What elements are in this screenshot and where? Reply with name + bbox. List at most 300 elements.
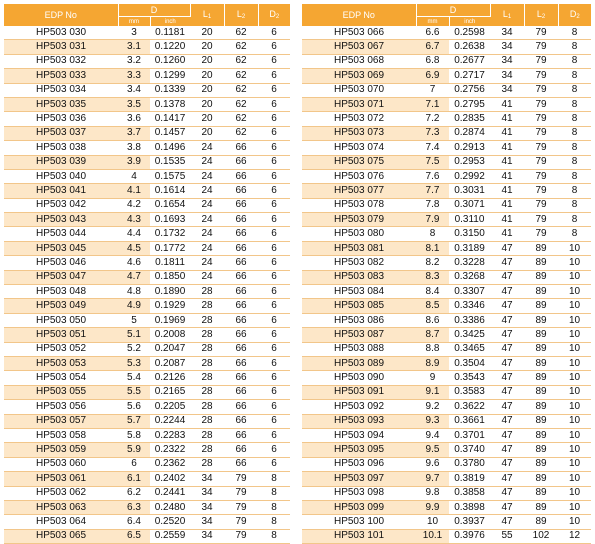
d2-cell: 8 <box>258 515 290 529</box>
l2-cell: 66 <box>224 213 258 227</box>
d-mm-cell: 3.5 <box>118 97 150 111</box>
edp-cell: HP503 070 <box>302 83 416 97</box>
l1-cell: 34 <box>190 500 224 514</box>
table-row <box>4 112 290 126</box>
edp-cell: HP503 043 <box>4 213 118 227</box>
d2-cell: 10 <box>558 486 591 500</box>
l1-cell: 34 <box>190 529 224 543</box>
d2-cell: 8 <box>558 184 591 198</box>
d2-cell: 8 <box>558 141 591 155</box>
col-header-inch: inch <box>150 17 190 27</box>
col-header-edp: EDP No <box>302 4 416 26</box>
table-row <box>4 213 290 227</box>
l1-cell: 24 <box>190 256 224 270</box>
l2-cell: 79 <box>524 54 558 68</box>
d-mm-cell: 7.7 <box>416 184 449 198</box>
edp-cell: HP503 094 <box>302 428 416 442</box>
d2-cell: 6 <box>258 241 290 255</box>
d2-cell: 8 <box>558 54 591 68</box>
d-inch-cell: 0.3268 <box>449 270 490 284</box>
edp-cell: HP503 085 <box>302 299 416 313</box>
edp-cell: HP503 055 <box>4 385 118 399</box>
d-inch-cell: 0.2520 <box>150 515 190 529</box>
table-row <box>4 40 290 54</box>
d2-cell: 6 <box>258 97 290 111</box>
d-mm-cell: 4.7 <box>118 270 150 284</box>
d-inch-cell: 0.2047 <box>150 342 190 356</box>
l1-cell: 28 <box>190 400 224 414</box>
table-row <box>302 328 591 342</box>
table-row <box>302 270 591 284</box>
d-inch-cell: 0.2205 <box>150 400 190 414</box>
d2-cell: 8 <box>558 169 591 183</box>
d-mm-cell: 3.9 <box>118 155 150 169</box>
d-mm-cell: 7.5 <box>416 155 449 169</box>
d2-cell: 6 <box>258 112 290 126</box>
edp-cell: HP503 045 <box>4 241 118 255</box>
table-row <box>302 285 591 299</box>
l1-cell: 28 <box>190 313 224 327</box>
d2-cell: 6 <box>258 69 290 83</box>
table-row <box>4 400 290 414</box>
table-row <box>302 227 591 241</box>
d-mm-cell: 9.7 <box>416 472 449 486</box>
col-header-mm: mm <box>118 17 150 27</box>
d-mm-cell: 5.9 <box>118 443 150 457</box>
d-inch-cell: 0.1890 <box>150 285 190 299</box>
d-mm-cell: 9.1 <box>416 385 449 399</box>
d-inch-cell: 0.1929 <box>150 299 190 313</box>
l1-cell: 41 <box>490 141 524 155</box>
l1-cell: 47 <box>490 313 524 327</box>
l1-cell: 41 <box>490 126 524 140</box>
d2-cell: 10 <box>558 515 591 529</box>
d2-cell: 10 <box>558 313 591 327</box>
d-inch-cell: 0.1772 <box>150 241 190 255</box>
l2-cell: 79 <box>224 529 258 543</box>
d-mm-cell: 7.2 <box>416 112 449 126</box>
d2-cell: 10 <box>558 385 591 399</box>
edp-cell: HP503 053 <box>4 356 118 370</box>
l1-cell: 28 <box>190 385 224 399</box>
l2-cell: 66 <box>224 414 258 428</box>
d2-cell: 8 <box>558 126 591 140</box>
l1-cell: 34 <box>490 26 524 40</box>
table-row <box>4 256 290 270</box>
d-mm-cell: 9.3 <box>416 414 449 428</box>
l1-cell: 34 <box>190 472 224 486</box>
col-header-inch: inch <box>449 17 490 27</box>
table-row <box>302 97 591 111</box>
table-row <box>4 198 290 212</box>
d-mm-cell: 6.4 <box>118 515 150 529</box>
d-mm-cell: 5 <box>118 313 150 327</box>
d-inch-cell: 0.3465 <box>449 342 490 356</box>
product-table-right <box>302 4 591 544</box>
d-inch-cell: 0.3425 <box>449 328 490 342</box>
d-inch-cell: 0.2638 <box>449 40 490 54</box>
l1-cell: 41 <box>490 112 524 126</box>
l2-cell: 89 <box>524 515 558 529</box>
col-header-l2: $L_2$ <box>524 4 558 26</box>
d2-cell: 6 <box>258 126 290 140</box>
l1-cell: 34 <box>190 515 224 529</box>
edp-cell: HP503 052 <box>4 342 118 356</box>
table-row <box>4 515 290 529</box>
l1-cell: 20 <box>190 40 224 54</box>
d2-cell: 8 <box>558 213 591 227</box>
edp-cell: HP503 049 <box>4 299 118 313</box>
edp-cell: HP503 100 <box>302 515 416 529</box>
l2-cell: 66 <box>224 385 258 399</box>
d2-cell: 10 <box>558 472 591 486</box>
d-inch-cell: 0.1811 <box>150 256 190 270</box>
edp-cell: HP503 084 <box>302 285 416 299</box>
l2-cell: 62 <box>224 69 258 83</box>
d-inch-cell: 0.2165 <box>150 385 190 399</box>
d-inch-cell: 0.2717 <box>449 69 490 83</box>
edp-cell: HP503 044 <box>4 227 118 241</box>
l2-cell: 79 <box>524 184 558 198</box>
d-mm-cell: 3 <box>118 26 150 40</box>
d2-cell: 10 <box>558 299 591 313</box>
d-inch-cell: 0.3504 <box>449 356 490 370</box>
d-mm-cell: 7.8 <box>416 198 449 212</box>
table-row <box>302 313 591 327</box>
l1-cell: 34 <box>190 486 224 500</box>
col-header-l1: $L_1$ <box>190 4 224 26</box>
l2-cell: 89 <box>524 400 558 414</box>
l2-cell: 89 <box>524 356 558 370</box>
l2-cell: 66 <box>224 270 258 284</box>
d2-cell: 10 <box>558 328 591 342</box>
col-header-mm: mm <box>416 17 449 27</box>
d-mm-cell: 7 <box>416 83 449 97</box>
edp-cell: HP503 037 <box>4 126 118 140</box>
table-row <box>4 69 290 83</box>
d-mm-cell: 10.1 <box>416 529 449 543</box>
l2-cell: 66 <box>224 428 258 442</box>
edp-cell: HP503 059 <box>4 443 118 457</box>
l1-cell: 28 <box>190 356 224 370</box>
d2-cell: 6 <box>258 443 290 457</box>
d-mm-cell: 8.7 <box>416 328 449 342</box>
edp-cell: HP503 074 <box>302 141 416 155</box>
d-inch-cell: 0.2913 <box>449 141 490 155</box>
d2-cell: 6 <box>258 285 290 299</box>
d2-cell: 6 <box>258 313 290 327</box>
d-inch-cell: 0.3622 <box>449 400 490 414</box>
l1-cell: 41 <box>490 184 524 198</box>
table-row <box>302 213 591 227</box>
d2-cell: 8 <box>558 26 591 40</box>
l1-cell: 20 <box>190 112 224 126</box>
d-inch-cell: 0.2598 <box>449 26 490 40</box>
table-row <box>302 169 591 183</box>
l2-cell: 79 <box>524 126 558 140</box>
l2-cell: 66 <box>224 227 258 241</box>
d-inch-cell: 0.1457 <box>150 126 190 140</box>
d2-cell: 6 <box>258 457 290 471</box>
l2-cell: 66 <box>224 184 258 198</box>
l2-cell: 89 <box>524 457 558 471</box>
d-mm-cell: 8.2 <box>416 256 449 270</box>
d-inch-cell: 0.3740 <box>449 443 490 457</box>
d-inch-cell: 0.3780 <box>449 457 490 471</box>
d-inch-cell: 0.2835 <box>449 112 490 126</box>
d2-cell: 10 <box>558 428 591 442</box>
d2-cell: 6 <box>258 428 290 442</box>
d-inch-cell: 0.3110 <box>449 213 490 227</box>
table-row <box>302 155 591 169</box>
l2-cell: 62 <box>224 40 258 54</box>
table-row <box>4 356 290 370</box>
d2-cell: 10 <box>558 270 591 284</box>
l2-cell: 66 <box>224 256 258 270</box>
edp-cell: HP503 071 <box>302 97 416 111</box>
edp-cell: HP503 073 <box>302 126 416 140</box>
table-row <box>302 69 591 83</box>
edp-cell: HP503 058 <box>4 428 118 442</box>
edp-cell: HP503 077 <box>302 184 416 198</box>
l1-cell: 28 <box>190 371 224 385</box>
l1-cell: 24 <box>190 241 224 255</box>
l1-cell: 34 <box>490 69 524 83</box>
table-row <box>302 26 591 40</box>
l1-cell: 24 <box>190 213 224 227</box>
edp-cell: HP503 051 <box>4 328 118 342</box>
edp-cell: HP503 046 <box>4 256 118 270</box>
d-inch-cell: 0.3583 <box>449 385 490 399</box>
d-inch-cell: 0.3661 <box>449 414 490 428</box>
edp-cell: HP503 030 <box>4 26 118 40</box>
d2-cell: 6 <box>258 385 290 399</box>
d2-cell: 8 <box>558 69 591 83</box>
l2-cell: 79 <box>524 97 558 111</box>
table-row <box>302 342 591 356</box>
l1-cell: 47 <box>490 385 524 399</box>
l2-cell: 89 <box>524 241 558 255</box>
l1-cell: 41 <box>490 213 524 227</box>
d-inch-cell: 0.2362 <box>150 457 190 471</box>
l1-cell: 47 <box>490 443 524 457</box>
edp-cell: HP503 097 <box>302 472 416 486</box>
edp-cell: HP503 034 <box>4 83 118 97</box>
table-row <box>302 256 591 270</box>
col-header-l2: $L_2$ <box>224 4 258 26</box>
l1-cell: 20 <box>190 97 224 111</box>
d-mm-cell: 6.5 <box>118 529 150 543</box>
l1-cell: 28 <box>190 457 224 471</box>
d-mm-cell: 5.4 <box>118 371 150 385</box>
table-row <box>4 169 290 183</box>
d-mm-cell: 6.1 <box>118 472 150 486</box>
d2-cell: 6 <box>258 169 290 183</box>
table-row <box>4 428 290 442</box>
d-mm-cell: 3.1 <box>118 40 150 54</box>
edp-cell: HP503 087 <box>302 328 416 342</box>
d2-cell: 10 <box>558 241 591 255</box>
table-row <box>4 385 290 399</box>
edp-cell: HP503 076 <box>302 169 416 183</box>
l1-cell: 47 <box>490 285 524 299</box>
d-mm-cell: 5.3 <box>118 356 150 370</box>
l1-cell: 28 <box>190 299 224 313</box>
d2-cell: 8 <box>258 486 290 500</box>
d2-cell: 8 <box>558 83 591 97</box>
l1-cell: 41 <box>490 198 524 212</box>
d2-cell: 8 <box>258 500 290 514</box>
d-mm-cell: 9.2 <box>416 400 449 414</box>
d-mm-cell: 8.5 <box>416 299 449 313</box>
d-mm-cell: 4.9 <box>118 299 150 313</box>
d2-cell: 6 <box>258 400 290 414</box>
d-mm-cell: 7.1 <box>416 97 449 111</box>
l2-cell: 79 <box>224 472 258 486</box>
d-mm-cell: 4.8 <box>118 285 150 299</box>
edp-cell: HP503 069 <box>302 69 416 83</box>
d-mm-cell: 4.6 <box>118 256 150 270</box>
d2-cell: 8 <box>258 472 290 486</box>
l2-cell: 79 <box>524 40 558 54</box>
d-inch-cell: 0.1378 <box>150 97 190 111</box>
l1-cell: 47 <box>490 328 524 342</box>
l1-cell: 47 <box>490 500 524 514</box>
d-mm-cell: 8.3 <box>416 270 449 284</box>
d-inch-cell: 0.1614 <box>150 184 190 198</box>
edp-cell: HP503 040 <box>4 169 118 183</box>
l1-cell: 24 <box>190 184 224 198</box>
d-inch-cell: 0.1220 <box>150 40 190 54</box>
l2-cell: 62 <box>224 97 258 111</box>
edp-cell: HP503 061 <box>4 472 118 486</box>
d-inch-cell: 0.2677 <box>449 54 490 68</box>
d-inch-cell: 0.3346 <box>449 299 490 313</box>
d-inch-cell: 0.1535 <box>150 155 190 169</box>
l1-cell: 47 <box>490 256 524 270</box>
d-mm-cell: 7.9 <box>416 213 449 227</box>
l2-cell: 66 <box>224 169 258 183</box>
d2-cell: 10 <box>558 500 591 514</box>
l2-cell: 89 <box>524 371 558 385</box>
l2-cell: 66 <box>224 328 258 342</box>
l2-cell: 89 <box>524 472 558 486</box>
edp-cell: HP503 047 <box>4 270 118 284</box>
d-mm-cell: 4.2 <box>118 198 150 212</box>
d-inch-cell: 0.2322 <box>150 443 190 457</box>
table-row <box>302 40 591 54</box>
table-row <box>302 126 591 140</box>
l1-cell: 24 <box>190 141 224 155</box>
l2-cell: 79 <box>224 486 258 500</box>
l2-cell: 89 <box>524 500 558 514</box>
edp-cell: HP503 065 <box>4 529 118 543</box>
table-row <box>302 443 591 457</box>
edp-cell: HP503 067 <box>302 40 416 54</box>
d-mm-cell: 9 <box>416 371 449 385</box>
l1-cell: 24 <box>190 155 224 169</box>
d2-cell: 6 <box>258 213 290 227</box>
d-mm-cell: 8.8 <box>416 342 449 356</box>
l2-cell: 66 <box>224 241 258 255</box>
edp-cell: HP503 056 <box>4 400 118 414</box>
d2-cell: 6 <box>258 141 290 155</box>
table-row <box>302 299 591 313</box>
l2-cell: 89 <box>524 313 558 327</box>
table-row <box>302 472 591 486</box>
l1-cell: 47 <box>490 356 524 370</box>
col-header-d: D <box>416 4 490 17</box>
d-inch-cell: 0.3898 <box>449 500 490 514</box>
edp-cell: HP503 039 <box>4 155 118 169</box>
table-row <box>4 328 290 342</box>
edp-cell: HP503 086 <box>302 313 416 327</box>
d-mm-cell: 9.5 <box>416 443 449 457</box>
d-mm-cell: 6.3 <box>118 500 150 514</box>
l2-cell: 66 <box>224 155 258 169</box>
edp-cell: HP503 093 <box>302 414 416 428</box>
d-inch-cell: 0.3976 <box>449 529 490 543</box>
col-header-d2: $D_2$ <box>558 4 591 26</box>
l2-cell: 62 <box>224 83 258 97</box>
l1-cell: 34 <box>490 83 524 97</box>
d-mm-cell: 8.1 <box>416 241 449 255</box>
edp-cell: HP503 060 <box>4 457 118 471</box>
l2-cell: 79 <box>524 155 558 169</box>
l2-cell: 66 <box>224 371 258 385</box>
col-header-l1: $L_1$ <box>490 4 524 26</box>
d-mm-cell: 7.4 <box>416 141 449 155</box>
table-row <box>302 83 591 97</box>
l2-cell: 89 <box>524 270 558 284</box>
edp-cell: HP503 083 <box>302 270 416 284</box>
d-mm-cell: 7.6 <box>416 169 449 183</box>
l2-cell: 89 <box>524 486 558 500</box>
edp-cell: HP503 048 <box>4 285 118 299</box>
l1-cell: 47 <box>490 414 524 428</box>
d-mm-cell: 3.2 <box>118 54 150 68</box>
edp-cell: HP503 095 <box>302 443 416 457</box>
d-inch-cell: 0.1732 <box>150 227 190 241</box>
l1-cell: 24 <box>190 169 224 183</box>
edp-cell: HP503 079 <box>302 213 416 227</box>
edp-cell: HP503 088 <box>302 342 416 356</box>
l1-cell: 47 <box>490 472 524 486</box>
l2-cell: 66 <box>224 457 258 471</box>
edp-cell: HP503 050 <box>4 313 118 327</box>
d-mm-cell: 5.7 <box>118 414 150 428</box>
l2-cell: 66 <box>224 299 258 313</box>
l2-cell: 89 <box>524 285 558 299</box>
d-inch-cell: 0.2874 <box>449 126 490 140</box>
d2-cell: 8 <box>558 155 591 169</box>
d-mm-cell: 8.6 <box>416 313 449 327</box>
table-row <box>4 155 290 169</box>
d2-cell: 6 <box>258 54 290 68</box>
d-mm-cell: 3.8 <box>118 141 150 155</box>
l2-cell: 89 <box>524 428 558 442</box>
d-mm-cell: 5.8 <box>118 428 150 442</box>
d2-cell: 6 <box>258 328 290 342</box>
edp-cell: HP503 064 <box>4 515 118 529</box>
l2-cell: 66 <box>224 342 258 356</box>
d-inch-cell: 0.2441 <box>150 486 190 500</box>
l1-cell: 47 <box>490 270 524 284</box>
l2-cell: 62 <box>224 54 258 68</box>
d-inch-cell: 0.2756 <box>449 83 490 97</box>
edp-cell: HP503 031 <box>4 40 118 54</box>
d2-cell: 6 <box>258 198 290 212</box>
